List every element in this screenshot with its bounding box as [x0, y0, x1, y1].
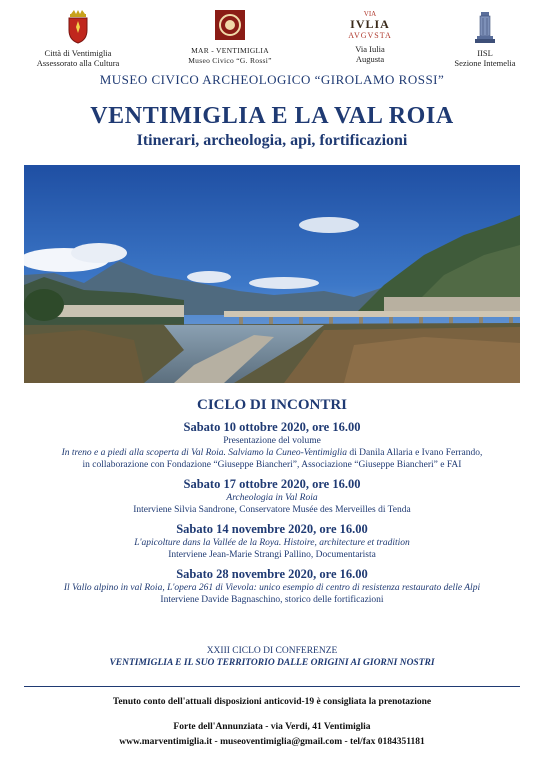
- conference-series-subtitle: VENTIMIGLIA E IL SUO TERRITORIO DALLE ORIGINI AI GIORNI NOSTRI: [109, 658, 435, 668]
- event-topic: Archeologia in Val Roia: [226, 493, 318, 503]
- event-item: [0, 522, 544, 561]
- logo-caption-line: Assessorato alla Cultura: [36, 58, 120, 68]
- venue-address: Forte dell'Annunziata - via Verdi, 41 Ventimiglia: [173, 722, 371, 732]
- mar-seal-icon: [215, 10, 245, 40]
- covid-notice: Tenuto conto dell'attuali disposizioni anticovid-19 è consigliata la prenotazione: [112, 697, 432, 707]
- logo-caption-line: IISL: [477, 48, 493, 58]
- monument-icon: [474, 10, 496, 44]
- event-speaker: Interviene Jean-Marie Strangi Pallino, Documentarista: [168, 550, 376, 560]
- page-title: VENTIMIGLIA E LA VAL ROIA: [90, 103, 454, 129]
- logo-caption-line: Augusta: [355, 54, 385, 64]
- museum-name: MUSEO CIVICO ARCHEOLOGICO “GIROLAMO ROSSI”: [99, 72, 445, 87]
- mar-museum-logo: [175, 10, 285, 66]
- event-item: [0, 567, 544, 606]
- event-speaker: Interviene Silvia Sandrone, Conservatore Musée des Merveilles di Tenda: [133, 505, 411, 515]
- logo-caption-line: Museo Civico “G. Rossi”: [188, 56, 272, 65]
- event-line: in collaborazione con Fondazione “Giuseppe Biancheri”, Associazione “Giuseppe Biancheri” e FAI: [82, 460, 462, 470]
- event-speaker: Interviene Davide Bagnaschino, storico delle fortificazioni: [160, 595, 384, 605]
- via-iulia-augusta-logo: [330, 10, 410, 64]
- book-title: In treno e a piedi alla scoperta di Val Roia. Salviamo la Cuneo-Ventimiglia: [61, 448, 348, 458]
- event-date: Sabato 28 novembre 2020, ore 16.00: [176, 567, 368, 581]
- logo-caption-line: Città di Ventimiglia: [44, 48, 112, 58]
- event-topic: Il Vallo alpino in val Roia, L'opera 261 di Vievola: unico esempio di centro di resistenza restaurato delle Alpi: [63, 583, 481, 593]
- section-title: CICLO DI INCONTRI: [196, 397, 348, 413]
- event-date: Sabato 17 ottobre 2020, ore 16.00: [183, 477, 361, 491]
- via-iulia-mark-text: IVLIA: [350, 17, 390, 31]
- val-roia-landscape-photo: [24, 165, 520, 383]
- event-date: Sabato 14 novembre 2020, ore 16.00: [176, 522, 368, 536]
- logo-caption-line: MAR - VENTIMIGLIA: [191, 46, 269, 55]
- event-item: [0, 477, 544, 516]
- via-iulia-mark: [330, 10, 410, 50]
- contact-info: www.marventimiglia.it - museoventimiglia@gmail.com - tel/fax 0184351181: [119, 737, 425, 747]
- via-iulia-mark-text: VIA: [363, 10, 377, 18]
- iisl-logo: [440, 10, 530, 68]
- comune-ventimiglia-logo: [18, 10, 138, 68]
- logo-caption-line: Sezione Intemelia: [454, 58, 516, 68]
- event-date: Sabato 10 ottobre 2020, ore 16.00: [183, 420, 361, 434]
- event-topic: L'apicolture dans la Vallée de la Roya. Histoire, architecture et tradition: [134, 538, 410, 548]
- event-line: [0, 447, 544, 459]
- logo-caption-line: Via Iulia: [355, 44, 385, 54]
- page-subtitle: Itinerari, archeologia, api, fortificazioni: [136, 132, 408, 149]
- event-list: [0, 420, 544, 612]
- event-line: Presentazione del volume: [223, 436, 321, 446]
- via-iulia-mark-text: AVGVSTA: [348, 31, 392, 40]
- city-coat-of-arms-icon: [65, 10, 91, 44]
- divider: [24, 686, 520, 687]
- book-authors: di Danila Allaria e Ivano Ferrando,: [347, 448, 483, 458]
- conference-series: [0, 645, 544, 669]
- event-item: [0, 420, 544, 471]
- conference-series-title: XXIII CICLO DI CONFERENZE: [206, 646, 338, 656]
